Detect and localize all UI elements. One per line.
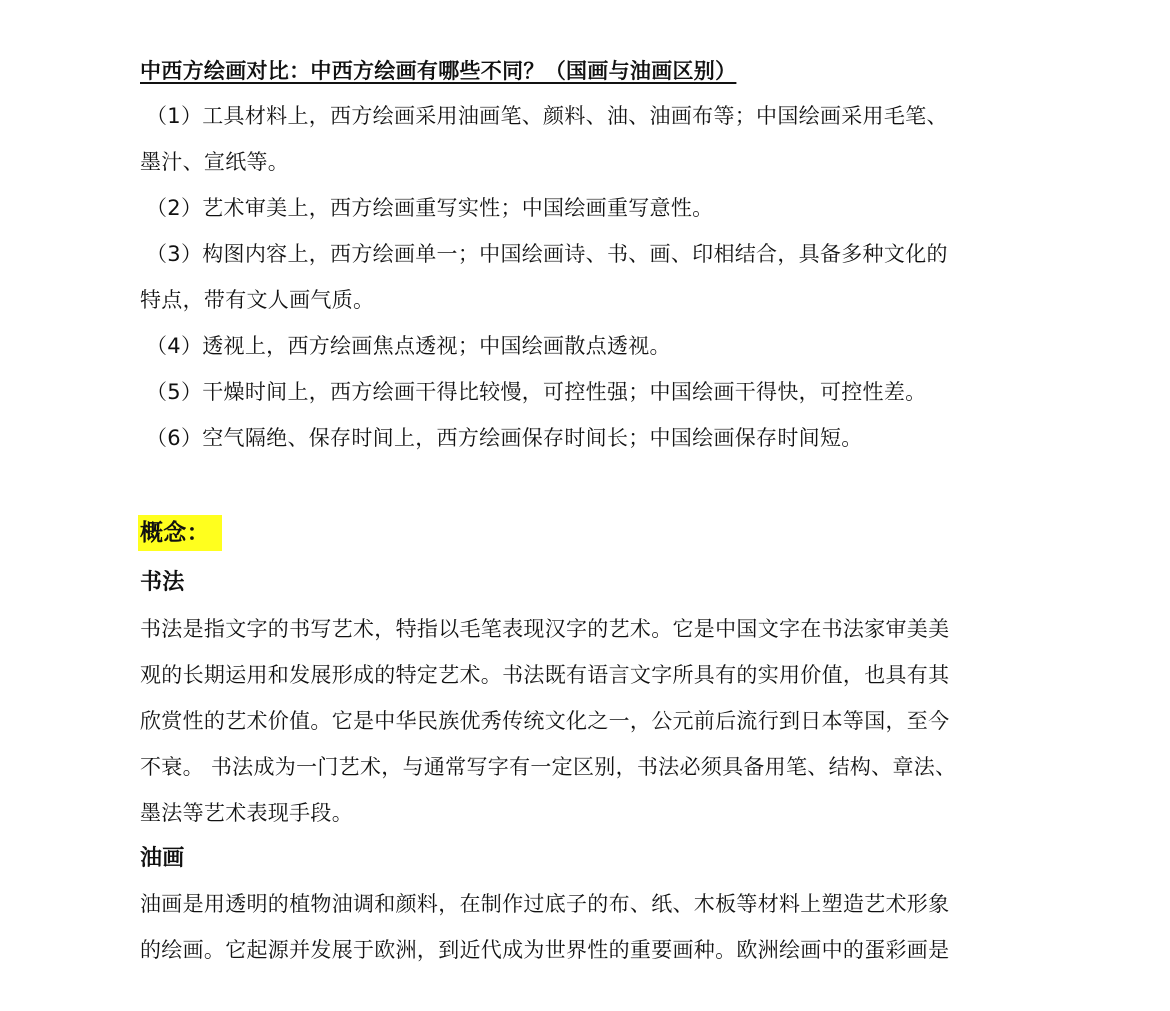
point-6-line-1: （6）空气隔绝、保存时间上，西方绘画保存时间长；中国绘画保存时间短。 — [146, 426, 863, 450]
oil-painting-line-1: 油画是用透明的植物油调和颜料，在制作过底子的布、纸、木板等材料上塑造艺术形象 — [140, 892, 950, 916]
point-3-line-1: （3）构图内容上，西方绘画单一；中国绘画诗、书、画、印相结合，具备多种文化的 — [146, 242, 948, 266]
concept-label: 概念： — [140, 520, 210, 546]
point-2-line-1: （2）艺术审美上，西方绘画重写实性；中国绘画重写意性。 — [146, 196, 714, 220]
calligraphy-line-1: 书法是指文字的书写艺术，特指以毛笔表现汉字的艺术。它是中国文字在书法家审美美 — [140, 617, 950, 641]
point-1-line-1: （1）工具材料上，西方绘画采用油画笔、颜料、油、油画布等；中国绘画采用毛笔、 — [146, 104, 948, 128]
oil-painting-line-2: 的绘画。它起源并发展于欧洲，到近代成为世界性的重要画种。欧洲绘画中的蛋彩画是 — [140, 938, 950, 962]
point-3-line-2: 特点，带有文人画气质。 — [140, 288, 375, 312]
oil-painting-heading: 油画 — [140, 846, 185, 871]
calligraphy-heading: 书法 — [140, 570, 185, 595]
point-1-line-2: 墨汁、宣纸等。 — [140, 150, 290, 174]
calligraphy-line-3: 欣赏性的艺术价值。它是中华民族优秀传统文化之一，公元前后流行到日本等国，至今 — [140, 709, 950, 733]
calligraphy-line-4: 不衰。 书法成为一门艺术，与通常写字有一定区别，书法必须具备用笔、结构、章法、 — [140, 755, 957, 779]
calligraphy-line-2: 观的长期运用和发展形成的特定艺术。书法既有语言文字所具有的实用价值，也具有其 — [140, 663, 950, 687]
calligraphy-line-5: 墨法等艺术表现手段。 — [140, 801, 353, 825]
point-5-line-1: （5）干燥时间上，西方绘画干得比较慢，可控性强；中国绘画干得快，可控性差。 — [146, 380, 927, 404]
comparison-title: 中西方绘画对比：中西方绘画有哪些不同？（国画与油画区别） — [140, 59, 737, 83]
point-4-line-1: （4）透视上，西方绘画焦点透视；中国绘画散点透视。 — [146, 334, 671, 358]
